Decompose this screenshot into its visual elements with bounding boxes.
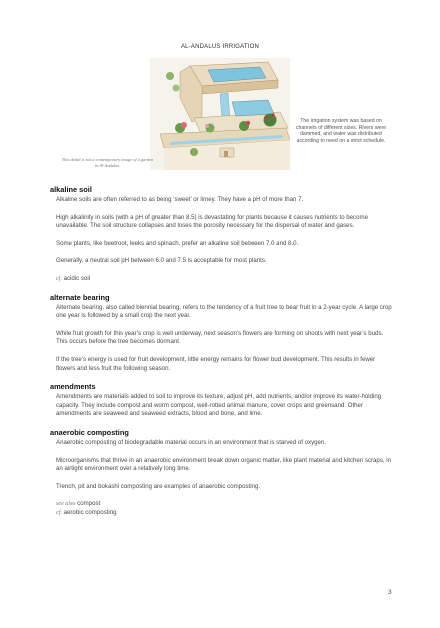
entry-paragraph: If the tree’s energy is used for fruit development, little energy remains for flower bud development. This results in fewer flowers and less fruit the following season. <box>56 355 376 372</box>
cross-reference <box>56 500 395 509</box>
reference-link-aerobic-composting[interactable]: aerobic composting <box>63 508 117 516</box>
figure-caption-left: This detail is not a contemporary image of a garden in Al-Andalus. <box>61 157 154 168</box>
entry-term: amendments <box>50 382 96 392</box>
entry-term: alternate bearing <box>50 292 110 302</box>
page-number: 3 <box>388 589 392 596</box>
entry-term: anaerobic composting <box>50 427 129 437</box>
glossary-content <box>50 185 395 526</box>
entry-alkaline-soil <box>50 185 395 284</box>
reference-label: see also <box>56 501 76 508</box>
entry-paragraph: Some plants, like beetroot, leeks and spinach, prefer an alkaline soil between 7.0 and 8.0. <box>56 239 299 247</box>
entry-paragraph: Anaerobic composting of biodegradable material occurs in an environment that is starved of oxygen. <box>56 438 326 446</box>
reference-link-acidic-soil[interactable]: acidic soil <box>63 274 91 282</box>
entry-paragraph: Generally, a neutral soil pH between 6.0 and 7.5 is acceptable for most plants. <box>56 257 267 265</box>
entry-paragraph: While fruit growth for this year’s crop is well underway, next season’s flowers are forming on shoots with next year’s buds. This occurs before the tree becomes dormant. <box>56 329 384 346</box>
entry-alternate-bearing <box>50 293 395 374</box>
entry-paragraph: Amendments are materials added to soil to improve its texture, adjust pH, add nutrients, and/or improve its water-holding capacity. They include compost and worm compost, well-rotted animal manure, cover crops and greensand. Other amendments are seaweed and seaweed extracts, blood and bone, and lime. <box>56 393 382 418</box>
entry-paragraph: Alternate bearing, also called biennial bearing, refers to the tendency of a fruit tree to bear fruit in a 2-year cycle. A large crop one year is followed by a small crop the next year. <box>56 303 392 320</box>
entry-paragraph: Alkaline soils are often referred to as being ‘sweet’ or limey. They have a pH of more than 7. <box>56 196 304 203</box>
entry-amendments <box>50 382 395 419</box>
figure-caption-right: The irrigation system was based on channels of different sizes. Rivers were dammed, and water was distributed according to need on a strict schedule. <box>295 118 387 144</box>
reference-label: cf. <box>56 275 62 282</box>
entry-paragraph: High alkalinity in soils (with a pH of greater than 8.5) is devastating for plants because it causes nutrients to become unavailable. The soil structure collapses and loses the porosity necessary for the dispersal of water and gases. <box>56 213 368 230</box>
entry-paragraph: Microorganisms that thrive in an anaerobic environment break down organic matter, like plant material and kitchen scraps, in an airtight environment over a relatively long time. <box>56 456 391 473</box>
cross-reference <box>56 275 395 284</box>
entry-paragraph: Trench, pit and bokashi composting are examples of anaerobic composting. <box>56 482 261 490</box>
cross-reference <box>56 509 395 518</box>
reference-link-compost[interactable]: compost <box>77 500 101 508</box>
irrigation-illustration <box>150 58 290 170</box>
figure-title: AL-ANDALUS IRRIGATION <box>180 44 260 50</box>
reference-label: cf. <box>56 509 62 516</box>
entry-anaerobic-composting <box>50 428 395 518</box>
entry-term: alkaline soil <box>50 185 92 194</box>
